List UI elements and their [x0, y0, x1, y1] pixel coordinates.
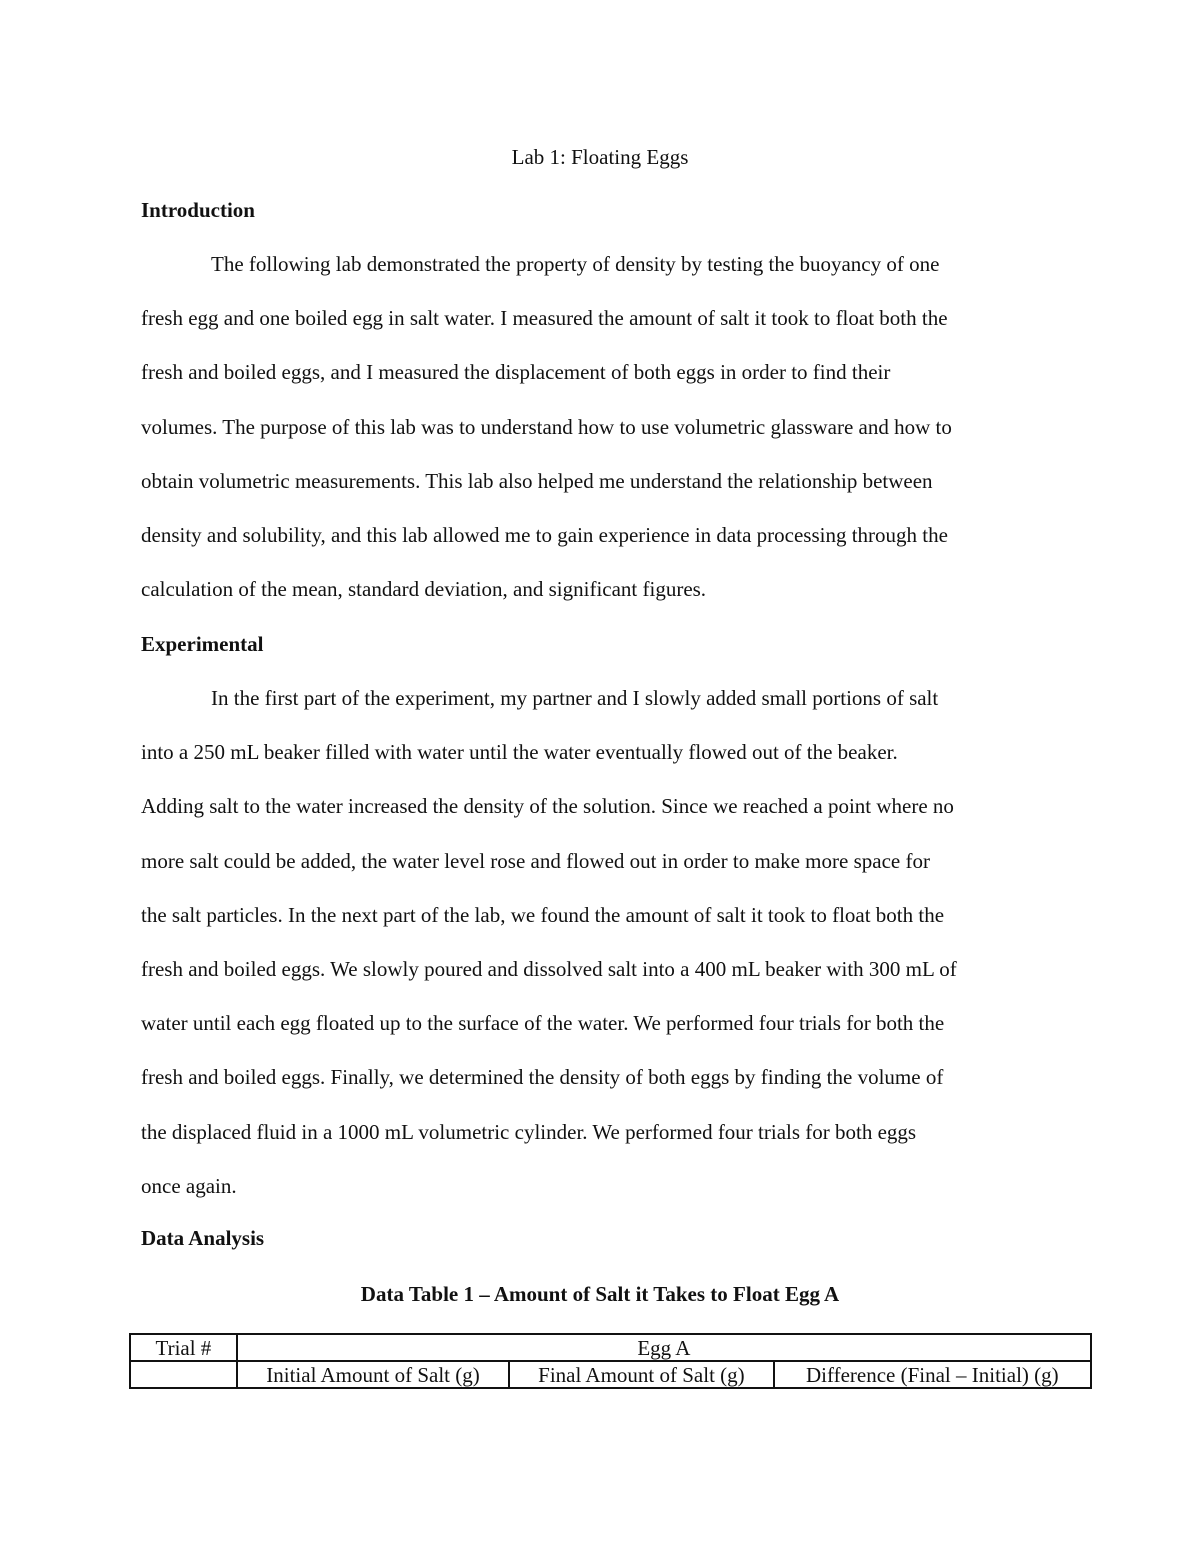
experimental-line: Adding salt to the water increased the density of the solution. Since we reached a point where no	[141, 794, 954, 819]
experimental-line: the displaced fluid in a 1000 mL volumetric cylinder. We performed four trials for both eggs	[141, 1119, 917, 1144]
experimental-line: water until each egg floated up to the surface of the water. We performed four trials for both the	[141, 1011, 945, 1036]
introduction-line: fresh and boiled eggs, and I measured the displacement of both eggs in order to find their	[141, 360, 891, 385]
experimental-line: more salt could be added, the water level rose and flowed out in order to make more space for	[141, 848, 930, 873]
experimental-line: the salt particles. In the next part of the lab, we found the amount of salt it took to float both the	[141, 902, 945, 927]
table-column-header: Difference (Final – Initial) (g)	[774, 1361, 1091, 1388]
document-title: Lab 1: Floating Eggs	[511, 145, 689, 169]
experimental-line: In the first part of the experiment, my partner and I slowly added small portions of salt	[211, 686, 939, 710]
table-group-header-cell: Egg A	[237, 1334, 1091, 1361]
introduction-line: The following lab demonstrated the property of density by testing the buoyancy of one	[211, 252, 940, 276]
introduction-paragraph	[141, 237, 1071, 616]
introduction-line: density and solubility, and this lab allowed me to gain experience in data processing through the	[141, 523, 948, 548]
table-column-header: Initial Amount of Salt (g)	[237, 1361, 509, 1388]
experimental-line: fresh and boiled eggs. We slowly poured and dissolved salt into a 400 mL beaker with 300 mL of	[141, 957, 957, 982]
table-column-header: Final Amount of Salt (g)	[509, 1361, 773, 1388]
table-header-row	[130, 1334, 1091, 1361]
table-subheader-row	[130, 1361, 1091, 1388]
data-analysis-heading: Data Analysis	[141, 1226, 265, 1250]
experimental-line: once again.	[141, 1173, 237, 1198]
experimental-paragraph	[141, 671, 1071, 1213]
introduction-line: calculation of the mean, standard deviation, and significant figures.	[141, 577, 707, 602]
experimental-line: into a 250 mL beaker filled with water until the water eventually flowed out of the beaker.	[141, 740, 898, 765]
experimental-line: fresh and boiled eggs. Finally, we determined the density of both eggs by finding the volume of	[141, 1065, 944, 1090]
data-table	[129, 1333, 1092, 1389]
introduction-line: obtain volumetric measurements. This lab also helped me understand the relationship between	[141, 468, 933, 493]
experimental-heading: Experimental	[141, 632, 264, 656]
introduction-line: fresh egg and one boiled egg in salt water. I measured the amount of salt it took to float both the	[141, 306, 948, 331]
table-header-cell: Trial #	[130, 1334, 237, 1361]
table-cell	[130, 1361, 237, 1388]
table-title: Data Table 1 – Amount of Salt it Takes to Float Egg A	[360, 1282, 840, 1306]
introduction-heading: Introduction	[141, 198, 255, 222]
introduction-line: volumes. The purpose of this lab was to understand how to use volumetric glassware and how to	[141, 414, 952, 439]
